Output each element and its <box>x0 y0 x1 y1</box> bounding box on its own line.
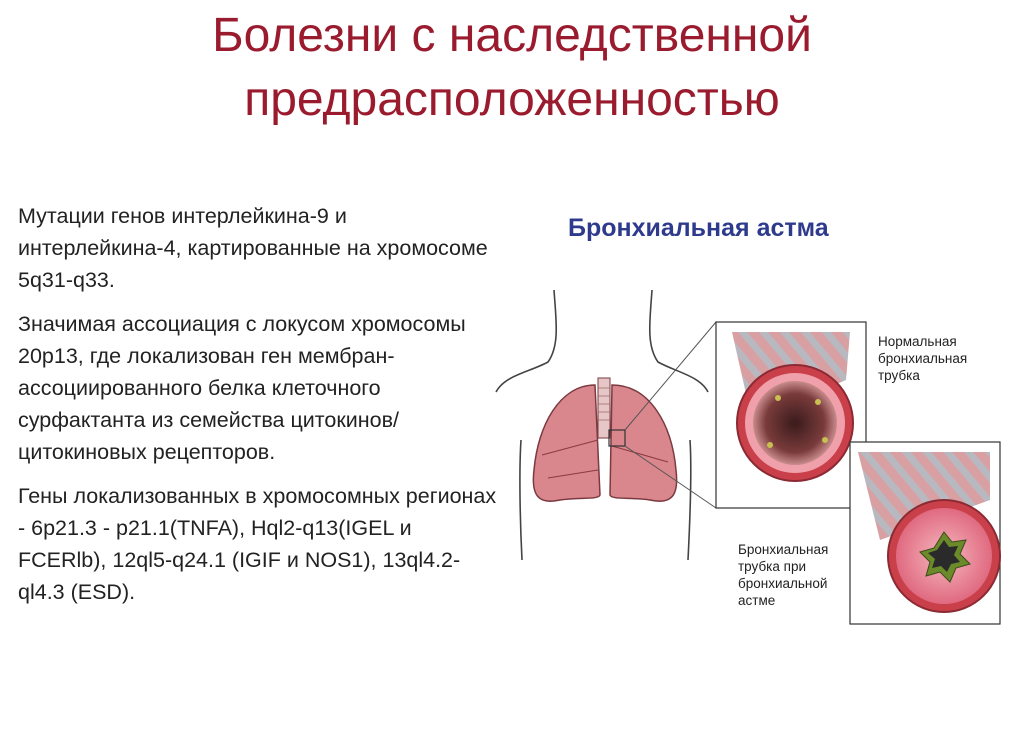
slide-title-line: Болезни с наследственной предрасположенностью <box>212 9 812 126</box>
paragraph-gene-regions: Гены локализованных в хромосомных регионах - 6р21.3 - р21.1(TNFA), Hql2-q13(IGEL и FCERlb), 12ql5-q24.1 (IGIF и NOS1), 13ql4.2-ql4.3 (ESD). <box>18 484 497 604</box>
caption-asthma-bronchus: Бронхиальная трубка при бронхиальной астме <box>738 542 829 608</box>
paragraph-association: Значимая ассоциация с локусом хромосомы 20р13, где локализован ген мембран-ассоциированного белка клеточного сурфактанта из семейства цитокинов/цитокиновых рецепторов. <box>18 312 466 464</box>
left-lung <box>533 385 600 501</box>
trachea <box>598 378 610 438</box>
right-lung <box>610 385 677 501</box>
lungs <box>533 322 716 508</box>
normal-bronchus-panel <box>716 322 866 508</box>
caption-normal-bronchus: Нормальная бронхиальная трубка <box>878 334 968 383</box>
asthma-bronchus-panel <box>850 442 1000 624</box>
paragraph-mutations: Мутации генов интерлейкина-9 и интерлейкина-4, картированные на хромосоме 5q31-q33. <box>18 204 488 292</box>
figure-title: Бронхиальная астма <box>568 214 829 242</box>
